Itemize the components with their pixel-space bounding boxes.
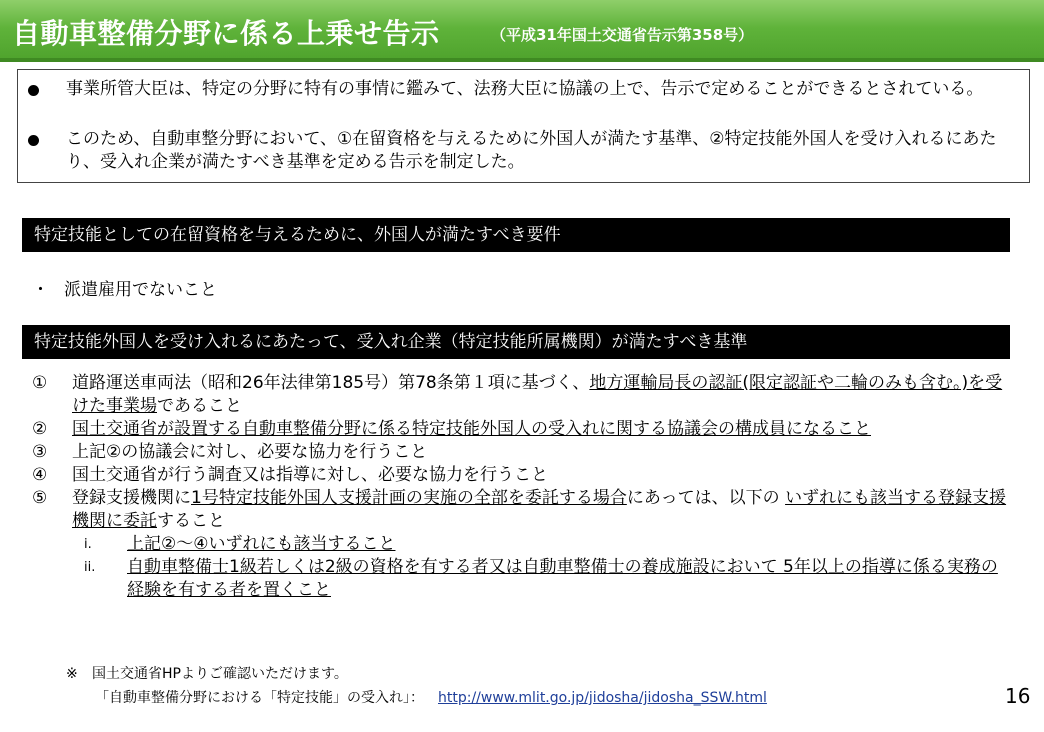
item-text: 国土交通省が行う調査又は指導に対し、必要な協力を行うこと — [72, 465, 548, 485]
item-underlined-text: 1号特定技能外国人支援計画の実施の全部を委託する場合 — [191, 488, 627, 508]
reference-note-link-line — [95, 687, 767, 709]
bullet-dot-icon — [28, 135, 39, 146]
summary-box — [17, 69, 1030, 183]
list-item — [32, 487, 1012, 533]
item-text: 上記②の協議会に対し、必要な協力を行うこと — [72, 442, 428, 462]
item-text: にあっては、以下の — [626, 488, 786, 508]
sub-list-item — [32, 533, 1012, 556]
bullet-dot-icon — [28, 85, 39, 96]
item-underlined-text: 国土交通省が設置する自動車整備分野に係る特定技能外国人の受入れに関する協議会の構成員になること — [72, 419, 871, 439]
section-header-foreigner-requirements: 特定技能としての在留資格を与えるために、外国人が満たすべき要件 — [22, 218, 1010, 252]
section-header-company-standards: 特定技能外国人を受け入れるにあたって、受入れ企業（特定技能所属機関）が満たすべき基準 — [22, 325, 1010, 359]
sub-list-item — [32, 556, 1012, 602]
requirement-text: 派遣雇用でないこと — [64, 280, 217, 300]
sub-item-text: 上記②～④いずれにも該当すること — [127, 534, 396, 554]
list-item — [32, 372, 1012, 418]
summary-text: このため、自動車整分野において、①在留資格を与えるために外国人が満たす基準、②特定技能外国人を受け入れるにあたり、受入れ企業が満たすべき基準を定める告示を制定した。 — [66, 129, 997, 172]
sub-item-number: i. — [84, 537, 92, 552]
item-number: ③ — [32, 442, 48, 462]
title-banner — [0, 0, 1044, 62]
page-title: 自動車整備分野に係る上乗せ告示 — [12, 17, 440, 50]
item-number: ⑤ — [32, 488, 48, 508]
page-number: 16 — [1005, 684, 1031, 708]
item-underlined-text: いずれにも該当する登録支援機関に委託 — [72, 488, 1007, 531]
note-link-label: 「自動車整備分野における「特定技能」の受入れ」： — [95, 690, 424, 706]
requirement-item — [32, 275, 217, 300]
list-item — [32, 441, 1012, 464]
list-item — [32, 464, 1012, 487]
item-underlined-text: 地方運輸局長の認証(限定認証や二輪のみも含む。)を受けた事業場 — [72, 373, 1003, 416]
bullet-mark: ・ — [32, 280, 49, 300]
title-underline — [0, 58, 1044, 62]
item-text: 道路運送車両法（昭和26年法律第185号）第78条第１項に基づく、 — [72, 373, 590, 393]
sub-item-number: ii. — [84, 560, 96, 575]
page-subtitle: （平成31年国土交通省告示第358号） — [491, 26, 754, 44]
summary-item — [28, 128, 1018, 174]
mlit-link[interactable]: http://www.mlit.go.jp/jidosha/jidosha_SSW.html — [438, 690, 767, 706]
item-text: すること — [157, 511, 225, 531]
reference-note — [66, 663, 348, 685]
item-text: 登録支援機関に — [72, 488, 191, 508]
item-number: ① — [32, 373, 48, 393]
standards-list — [32, 372, 1012, 602]
item-text: であること — [157, 396, 242, 416]
list-item — [32, 418, 1012, 441]
item-number: ② — [32, 419, 48, 439]
item-number: ④ — [32, 465, 48, 485]
note-text: 国土交通省HPよりご確認いただけます。 — [92, 666, 348, 682]
note-mark: ※ — [66, 666, 78, 682]
summary-text: 事業所管大臣は、特定の分野に特有の事情に鑑みて、法務大臣に協議の上で、告示で定めることができるとされている。 — [66, 79, 984, 99]
sub-item-text: 自動車整備士1級若しくは2級の資格を有する者又は自動車整備士の養成施設において 5年以上の指導に係る実務の経験を有する者を置くこと — [127, 557, 998, 600]
summary-item — [28, 78, 1018, 101]
